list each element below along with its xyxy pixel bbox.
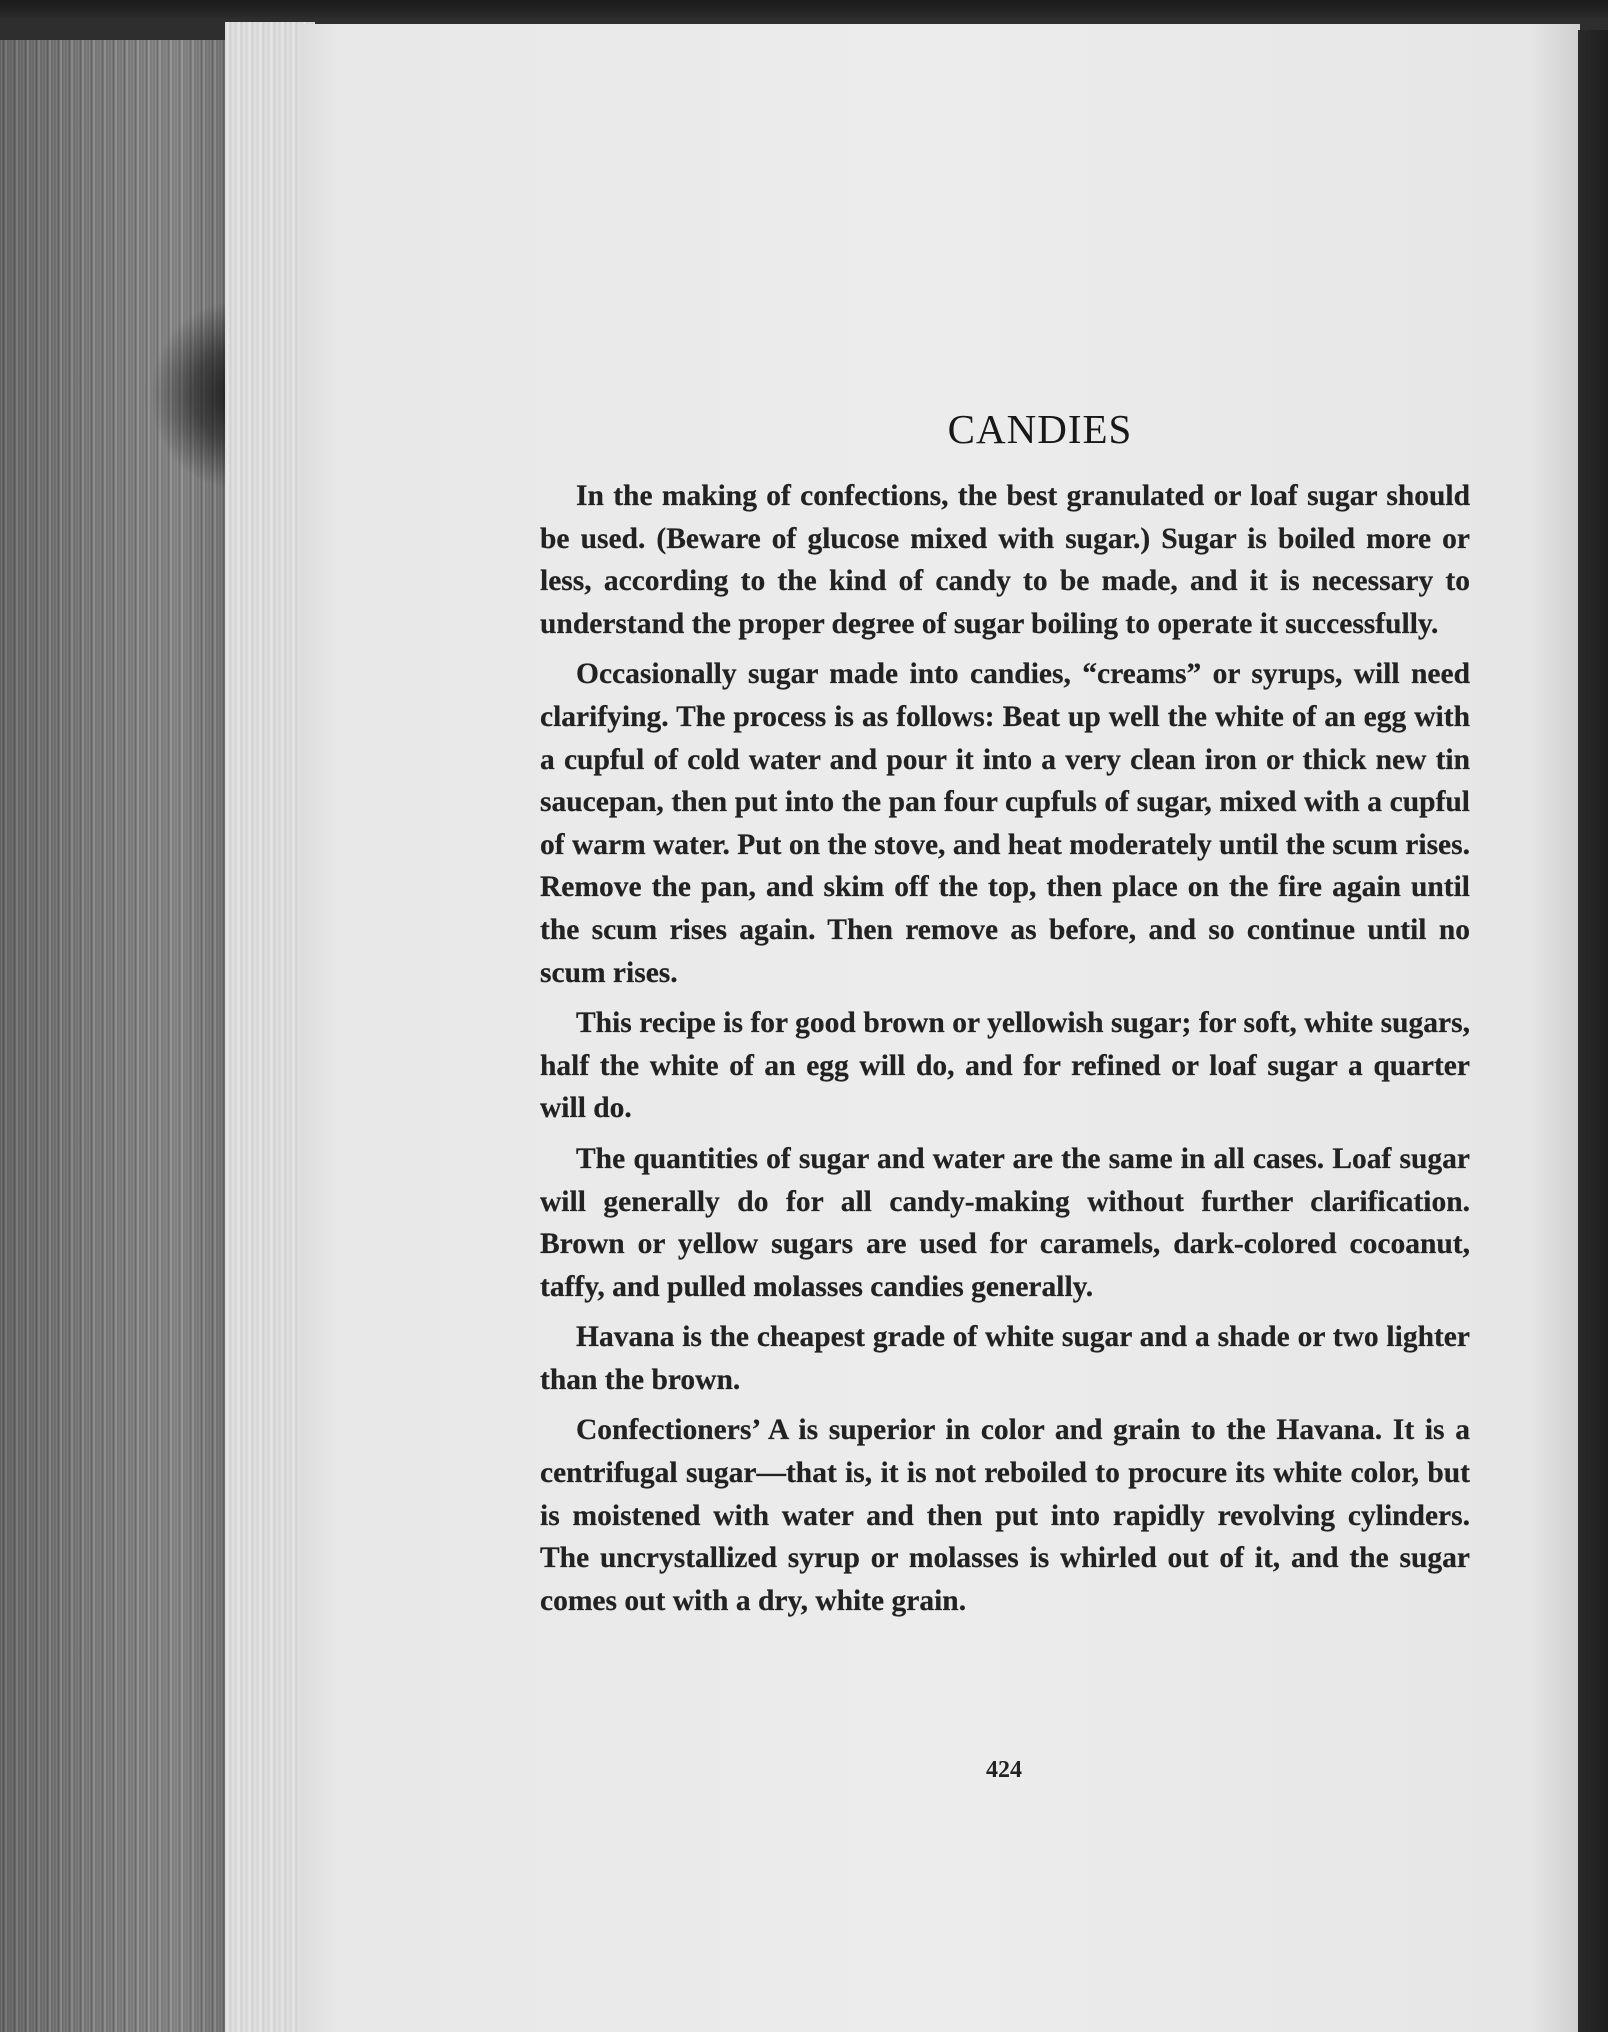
scan-top-border: [0, 0, 1608, 18]
page-number: 424: [986, 1757, 1022, 1783]
paragraph-quantities: The quantities of sugar and water are the same in all cases. Loaf sugar will generally do for all candy-making without further clarification. Brown or yellow sugars are used for caramels, dark-colored cocoanut, taffy, and pulled molasses candies generally.: [540, 1142, 1470, 1303]
paragraph-recipe-note: This recipe is for good brown or yellowish sugar; for soft, white sugars, half the white of an egg will do, and for refined or loaf sugar a quarter will do.: [540, 1007, 1470, 1125]
paragraph-clarifying: Occasionally sugar made into candies, “creams” or syrups, will need clarifying. The process is as follows: Beat up well the white of an egg with a cupful of cold water and pour it into a very clean iron or thick new tin saucepan, then put into the pan four cupfuls of sugar, mixed with a cupful of warm water. Put on the stove, and heat moderately until the scum rises. Remove the pan, and skim off the top, then place on the fire again until the scum rises again. Then remove as before, and so continue until no scum rises.: [540, 658, 1470, 989]
page-text-block: [540, 405, 1470, 1630]
paragraph-confectioners-a: Confectioners’ A is superior in color and grain to the Havana. It is a centrifugal sugar—that is, it is not reboiled to procure its white color, but is moistened with water and then put into rapidly revolving cylinders. The uncrystallized syrup or molasses is whirled out of it, and the sugar comes out with a dry, white grain.: [540, 1414, 1470, 1617]
scan-right-border: [1578, 30, 1608, 2032]
paragraph-intro: In the making of confections, the best granulated or loaf sugar should be used. (Beware of glucose mixed with sugar.) Sugar is boiled more or less, according to the kind of candy to be made, and it is necessary to understand the proper degree of sugar boiling to operate it successfully.: [540, 480, 1470, 640]
paragraph-havana: Havana is the cheapest grade of white sugar and a shade or two lighter than the brown.: [540, 1321, 1470, 1396]
page-title: CANDIES: [947, 406, 1133, 452]
